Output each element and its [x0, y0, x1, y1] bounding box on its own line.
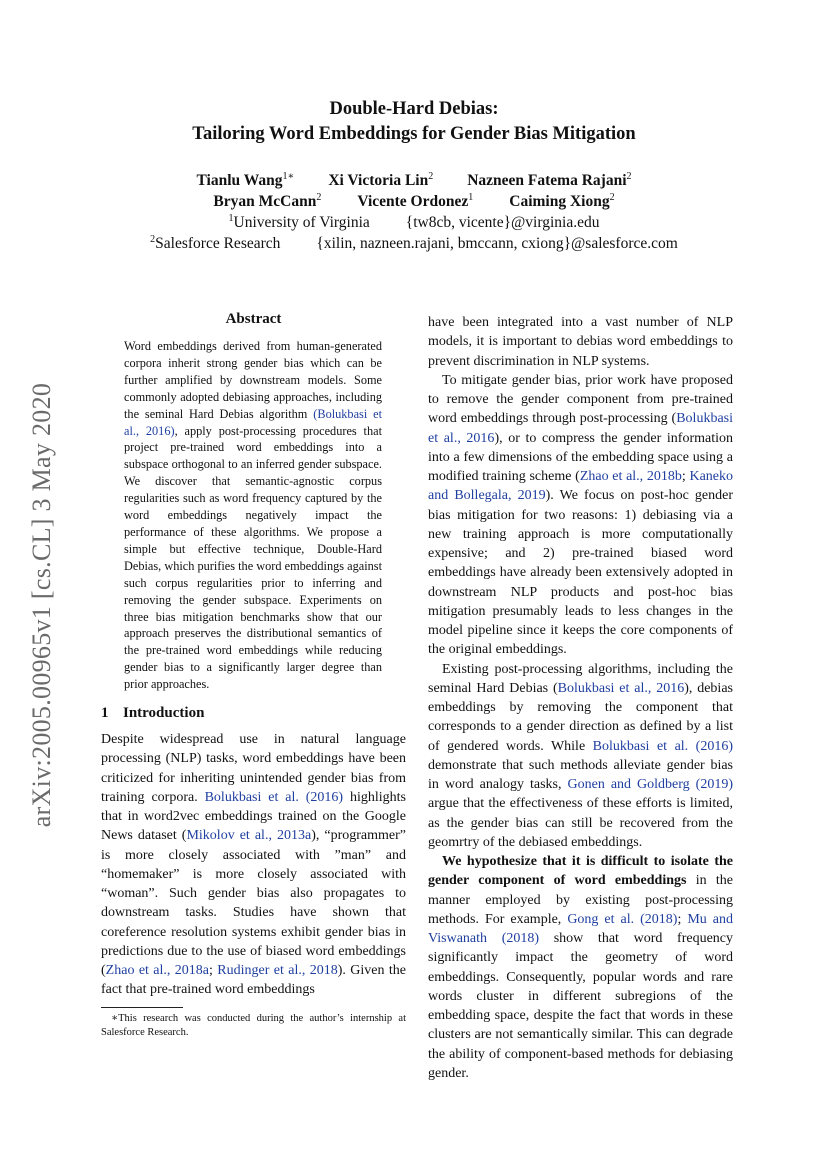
author-affiliation-mark: 2: [428, 171, 434, 182]
citation-link[interactable]: Mikolov et al., 2013a: [186, 828, 312, 844]
abstract-text: , apply post-processing procedures that project pre-trained word embeddings into a subspace orthogonal to an inferred gender subspace. We discover that semantic-agnostic corpus regularities such as word frequency captured by the word embeddings negatively impact the performance of these algorithms. We propose a simple but effective technique, Double-Hard Debias, which purifies the word embeddings against such corpus regularities prior to inferring and removing the gender subspace. Experiments on three bias mitigation benchmarks show that our approach preserves the distributional semantics of the pre-trained word embeddings while reducing gender bias to a significantly larger degree than prior approaches.: [124, 423, 382, 692]
citation-link[interactable]: Gong et al. (2018): [567, 911, 678, 927]
citation-link[interactable]: Bolukbasi et al. (2016): [204, 789, 344, 805]
intro-paragraph-4: [428, 852, 733, 1083]
author-name: Caiming Xiong: [509, 193, 610, 210]
citation-link[interactable]: Kaneko and Bollegala, 2019: [428, 469, 734, 504]
paragraph-text: ;: [209, 963, 218, 979]
right-column: [428, 313, 733, 1083]
affiliation-row-2: [0, 233, 828, 254]
citation-link[interactable]: Zhao et al., 2018a: [105, 963, 210, 979]
affiliation-name: University of Virginia: [233, 214, 370, 231]
paragraph-text: Existing post-processing algorithms, including the seminal Hard Debias (: [428, 661, 733, 696]
author-affiliation-mark: 2: [626, 171, 632, 182]
arxiv-identifier: arXiv:2005.00965v1 [cs.CL] 3 May 2020: [27, 382, 57, 828]
intro-paragraph-continued: have been integrated into a vast number of NLP models, it is important to debias word embeddings to prevent discrimination in NLP systems.: [428, 315, 733, 369]
paragraph-text: Despite widespread use in natural language processing (NLP) tasks, word embeddings have been criticized for inheriting unintended gender bias from training corpora.: [101, 732, 406, 805]
citation-link[interactable]: Bolukbasi et al. (2016): [592, 738, 734, 754]
intro-paragraph-3: [428, 660, 733, 853]
affiliation-mark: 1: [228, 213, 234, 224]
author-name: Bryan McCann: [213, 193, 317, 210]
abstract-body: [124, 338, 382, 693]
paragraph-text: ). Given the fact that pre-trained word embeddings: [101, 963, 407, 998]
citation-link[interactable]: Rudinger et al., 2018: [217, 963, 338, 979]
section-title: Introduction: [123, 705, 205, 722]
author-affiliation-mark: 2: [316, 192, 322, 203]
footnote: ∗This research was conducted during the author’s internship at Salesforce Research.: [101, 1012, 406, 1038]
paragraph-text: demonstrate that such methods alleviate gender bias in word analogy tasks,: [428, 757, 733, 792]
author-row-1: [0, 170, 828, 191]
affiliation-name: Salesforce Research: [155, 235, 281, 252]
affiliation-mark: 2: [150, 234, 156, 245]
author-name: Vicente Ordonez: [357, 193, 469, 210]
arxiv-sidebar: [22, 360, 62, 850]
author-block: [0, 170, 828, 254]
left-column: [101, 309, 406, 1040]
author-name: Nazneen Fatema Rajani: [467, 172, 627, 189]
paragraph-text: ;: [681, 469, 690, 484]
citation-link[interactable]: Mu and Viswanath (2018): [428, 911, 734, 946]
paragraph-text: ), debias embeddings by removing the component that corresponds to a gender direction as defined by a list of gendered words. While: [428, 680, 733, 754]
affiliation-row-1: [0, 212, 828, 233]
abstract-text: Word embeddings derived from human-generated corpora inherit strong gender bias which can be further amplified by downstream models. Some commonly adopted debiasing approaches, including the seminal Hard Debias algorithm: [124, 339, 382, 421]
paper-title: [0, 97, 828, 147]
abstract-heading: Abstract: [225, 311, 282, 327]
paragraph-text: ), “programmer” is more closely associated with ”man” and “homemaker” is more closely associated with “woman”. Such gender bias also propagates to downstream tasks. Studies have shown that coreference resolution systems exhibit gender bias in predictions due to the use of biased word embeddings (: [101, 828, 406, 979]
paragraph-text: show that word frequency significantly impact the geometry of word embeddings. Consequently, popular words and rare words cluster in different subregions of the embedding space, despite the fact that words in these clusters are not semantically similar. This can degrade the ability of component-based methods for debiasing gender.: [428, 931, 733, 1081]
citation-link[interactable]: Bolukbasi et al., 2016: [428, 411, 733, 446]
author-affiliation-mark: 1: [468, 192, 474, 203]
paragraph-text: ), or to compress the gender information into a few dimensions of the embedding space using a modified training scheme (: [428, 430, 733, 484]
author-name: Tianlu Wang: [196, 172, 283, 189]
paragraph-text: highlights that in word2vec embeddings trained on the Google News dataset (: [101, 789, 406, 844]
author-name: Xi Victoria Lin: [328, 172, 429, 189]
hypothesis-lead: We hypothesize that it is difficult to isolate the gender component of word embeddings: [428, 854, 733, 889]
section-heading: [101, 703, 406, 723]
author-affiliation-mark: 1∗: [282, 171, 295, 182]
citation-link[interactable]: Bolukbasi et al., 2016: [557, 680, 685, 696]
paragraph-text: in the manner employed by existing post-processing methods. For example,: [428, 873, 733, 927]
affiliation-email: {tw8cb, vicente}@virginia.edu: [405, 214, 600, 231]
citation-link[interactable]: (Bolukbasi et al., 2016): [124, 406, 382, 438]
affiliation-email: {xilin, nazneen.rajani, bmccann, cxiong}@salesforce.com: [316, 235, 678, 252]
paragraph-text: ). We focus on post-hoc gender bias mitigation for two reasons: 1) debiasing via a new training approach is more computationally expensive; and 2) pre-trained biased word embeddings have already been extensively adopted in downstream NLP products and post-hoc bias mitigation presumably leads to less changes in the model pipeline since it keeps the core components of the original embeddings.: [428, 488, 733, 658]
citation-link[interactable]: Gonen and Goldberg (2019): [567, 777, 733, 792]
intro-paragraph-1: [101, 730, 406, 1000]
paragraph-text: To mitigate gender bias, prior work have proposed to remove the gender component from pre-trained word embeddings through post-processing (: [428, 372, 733, 427]
section-number: 1: [101, 705, 109, 722]
footnote-rule: [101, 1007, 183, 1008]
author-affiliation-mark: 2: [609, 192, 615, 203]
title-line-1: Double-Hard Debias:: [329, 99, 499, 119]
title-line-2: Tailoring Word Embeddings for Gender Bias Mitigation: [192, 124, 636, 144]
citation-link[interactable]: Zhao et al., 2018b: [579, 469, 682, 484]
author-row-2: [0, 191, 828, 212]
paragraph-text: ;: [677, 911, 688, 927]
intro-paragraph-2: [428, 371, 733, 660]
paragraph-text: argue that the effectiveness of these efforts is limited, as the gender bias can still be recovered from the geomrtry of the debiased embeddings.: [428, 796, 733, 850]
